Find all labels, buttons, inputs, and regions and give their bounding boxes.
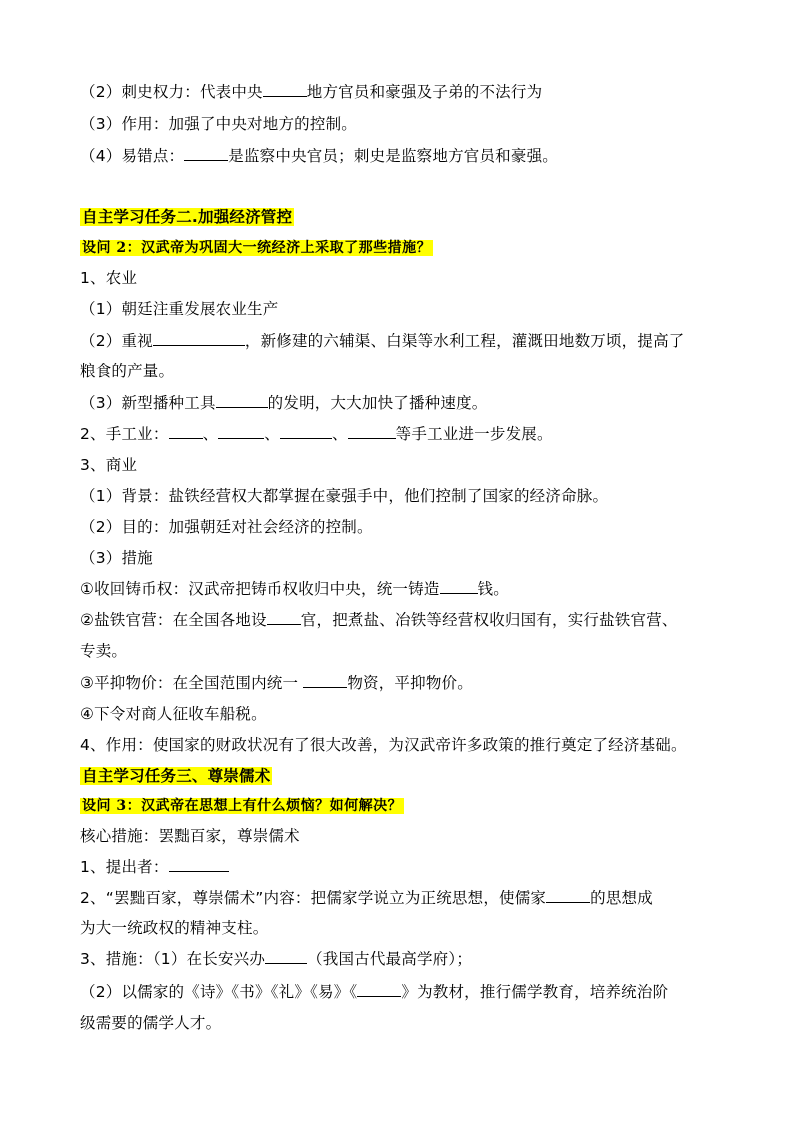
measure-salt-iron-cont: 专卖。	[80, 642, 128, 660]
text: （4）易错点：	[80, 147, 185, 165]
answer-blank[interactable]	[348, 424, 396, 439]
measure-prices	[80, 673, 473, 693]
highlighted-question: 设问 3：汉武帝在思想上有什么烦恼？如何解决？	[82, 798, 403, 814]
answer-blank[interactable]	[169, 424, 203, 439]
text: 等手工业进一步发展。	[395, 425, 553, 443]
highlighted-heading: 自主学习任务三、尊崇儒术	[82, 767, 271, 785]
answer-blank[interactable]	[440, 579, 478, 594]
text: 的思想成	[590, 889, 653, 907]
answer-blank[interactable]	[263, 82, 307, 97]
text: 地方官员和豪强及子弟的不法行为	[306, 83, 543, 101]
text: 官，把煮盐、冶铁等经营权收归国有，实行盐铁官营、	[300, 611, 678, 629]
com-purpose: （2）目的：加强朝廷对社会经济的控制。	[80, 518, 373, 536]
core-measure: 核心措施：罢黜百家，尊崇儒术	[80, 827, 300, 845]
line-common-mistake	[80, 146, 558, 166]
question3	[80, 795, 404, 816]
answer-blank[interactable]	[218, 424, 264, 439]
com-background: （1）背景：盐铁经营权大都掌握在豪强手中，他们控制了国家的经济命脉。	[80, 487, 609, 505]
agr-item-2	[80, 331, 684, 351]
text: 1、提出者：	[80, 858, 169, 876]
text: 、	[331, 425, 348, 443]
question2	[80, 237, 433, 258]
task2-heading	[80, 207, 294, 227]
text: 物资，平抑物价。	[347, 674, 473, 692]
agr-item-2-cont: 粮食的产量。	[80, 362, 175, 380]
line-censor-power	[80, 82, 542, 102]
answer-blank[interactable]	[184, 146, 228, 161]
measure-coinage	[80, 579, 509, 599]
text: ①收回铸币权：汉武帝把铸币权收归中央，统一铸造	[80, 580, 440, 598]
text: ，新修建的六辅渠、白渠等水利工程，灌溉田地数万顷，提高了	[244, 332, 685, 350]
section-handicraft	[80, 424, 553, 444]
highlighted-question: 设问 2：汉武帝为巩固大一统经济上采取了那些措施？	[82, 240, 432, 256]
confucian-content-cont: 为大一统政权的精神支柱。	[80, 919, 269, 937]
text: （我国古代最高学府）；	[307, 950, 473, 968]
confucian-measure-2	[80, 982, 668, 1002]
task3-heading	[80, 766, 272, 786]
text: （2）重视	[80, 332, 153, 350]
text: 》为教材，推行儒学教育，培养统治阶	[401, 983, 669, 1001]
confucian-content	[80, 888, 653, 908]
answer-blank[interactable]	[303, 673, 347, 688]
text: （2）刺史权力：代表中央	[80, 83, 263, 101]
section-commerce: 3、商业	[80, 456, 138, 474]
answer-blank[interactable]	[280, 424, 332, 439]
text: 、	[202, 425, 219, 443]
answer-blank[interactable]	[265, 949, 307, 964]
section-agriculture: 1、农业	[80, 269, 138, 287]
measure-salt-iron	[80, 610, 678, 630]
text: 3、措施：（1）在长安兴办	[80, 950, 266, 968]
confucian-measure-1	[80, 949, 472, 969]
text: 2、手工业：	[80, 425, 169, 443]
text: （3）新型播种工具	[80, 394, 216, 412]
agr-item-1: （1）朝廷注重发展农业生产	[80, 300, 279, 318]
answer-blank[interactable]	[267, 610, 301, 625]
text: 钱。	[477, 580, 509, 598]
commerce-effect: 4、作用：使国家的财政状况有了很大改善，为汉武帝许多政策的推行奠定了经济基础。	[80, 736, 687, 754]
answer-blank[interactable]	[546, 888, 590, 903]
confucian-measure-2-cont: 级需要的儒学人才。	[80, 1014, 222, 1032]
text: 、	[264, 425, 280, 443]
text: 的发明，大大加快了播种速度。	[267, 394, 488, 412]
answer-blank[interactable]	[153, 331, 245, 346]
line-censor-effect: （3）作用：加强了中央对地方的控制。	[80, 115, 357, 133]
text: ③平抑物价：在全国范围内统一	[80, 674, 304, 692]
text: 2、“罢黜百家，尊崇儒术”内容：把儒家学说立为正统思想，使儒家	[80, 889, 547, 907]
measure-tax: ④下令对商人征收车船税。	[80, 705, 267, 723]
com-measures: （3）措施	[80, 549, 153, 567]
answer-blank[interactable]	[216, 393, 268, 408]
proposer	[80, 857, 229, 877]
text: （2）以儒家的《诗》《书》《礼》《易》《	[80, 983, 358, 1001]
text: 是监察中央官员；刺史是监察地方官员和豪强。	[228, 147, 558, 165]
agr-item-3	[80, 393, 487, 413]
highlighted-heading: 自主学习任务二.加强经济管控	[82, 208, 293, 226]
answer-blank[interactable]	[169, 857, 229, 872]
text: ②盐铁官营：在全国各地设	[80, 611, 267, 629]
answer-blank[interactable]	[357, 982, 401, 997]
